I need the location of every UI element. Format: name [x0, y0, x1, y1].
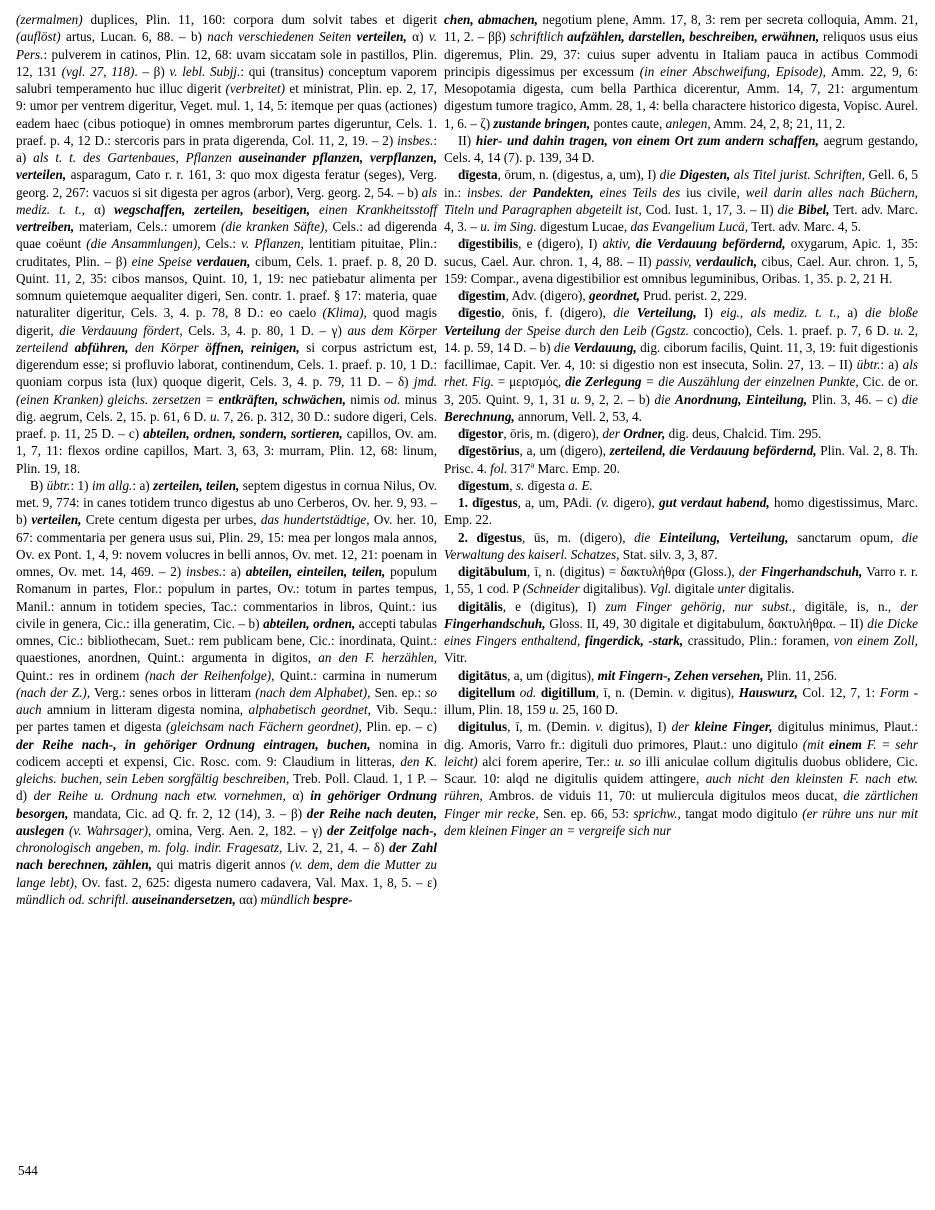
text-segment: I): [696, 305, 721, 321]
text-segment: αα): [235, 891, 261, 907]
text-segment: der Reihe nach deuten, auslegen: [16, 805, 437, 838]
text-segment: Gloss. II, 49, 30 digitale et digitabulum, δακτυλήθρα. – II): [545, 615, 868, 631]
text-segment: 2, 14. p. 59, 14 D. – b): [444, 322, 919, 355]
text-segment: im allg.: [91, 477, 133, 493]
paragraph: [444, 477, 918, 494]
text-segment: aus dem Körper zerteilend: [16, 322, 437, 355]
text-segment: , omina, Verg. Aen. 2, 182. – γ): [148, 822, 327, 838]
text-segment: digestum Lucae,: [536, 219, 631, 234]
text-segment: v. Pers.: [16, 29, 437, 62]
text-segment: , Cels. 3, 4. p. 80, 1 D. – γ): [179, 322, 348, 338]
text-segment: digitālis: [458, 598, 503, 614]
text-segment: nach verschiedenen Seiten: [207, 29, 357, 45]
text-segment: Pandekten,: [532, 184, 594, 200]
text-segment: , Amm. 24, 2, 8; 21, 11, 2.: [707, 115, 846, 131]
text-segment: annorum, Vell. 2, 53, 4.: [514, 408, 642, 424]
text-segment: verteilen,: [31, 512, 82, 528]
text-segment: an den F. herzählen: [318, 650, 434, 666]
text-segment: das Evangelium Lucä: [630, 219, 745, 234]
text-segment: die: [901, 391, 918, 407]
text-segment: 7, 26. p. 312, 30 D.: sudore digeri, Cels. praef. p. 11, 25 D. – c): [16, 408, 437, 441]
text-segment: , e (digitus), I): [502, 598, 606, 614]
text-segment: aktiv,: [602, 236, 636, 252]
paragraph: [444, 718, 918, 839]
text-segment: insbes.: [397, 132, 434, 148]
text-segment: eig., als mediz. t. t.,: [720, 305, 848, 321]
paragraph: [444, 667, 918, 684]
text-segment: digitulus minimus, Plaut.: dig. Amoris, Varro fr.: digituli duo primores, Plaut.: uno digitulo: [444, 719, 918, 752]
text-segment: zerteilen, teilen,: [153, 477, 240, 493]
text-segment: sanctarum opum,: [788, 529, 902, 545]
text-segment: Hauswurz,: [738, 684, 798, 700]
text-segment: od.: [515, 684, 541, 700]
text-segment: zerteilend, die Verdauung befördernd,: [609, 443, 817, 459]
text-segment: die bloße: [865, 305, 918, 321]
text-segment: Varro r. r. 1, 55, 1 cod. P: [444, 564, 918, 597]
paragraph: [444, 235, 918, 287]
text-segment: nimis: [345, 391, 384, 407]
text-segment: , Ov. her. 10, 67: commentaria per genera usus sui, Plin. 29, 15: mea per longos mala annos, Ov. ex Pont. 1, 4, 9: novem volucres in belli annos, Ov. met. 12, 21: poenam in omnes, Ov. met. 14, 469. – 2): [16, 512, 437, 579]
text-segment: ius civile: [686, 184, 737, 200]
text-segment: zum Finger gehörig, nur subst.,: [605, 598, 805, 614]
text-segment: : qui (transitus) conceptum vaporem salubri temperamento huc illuc digerit: [16, 63, 438, 96]
text-segment: digitalis.: [745, 581, 795, 597]
text-segment: a. E.: [568, 477, 593, 493]
text-segment: digitalibus).: [583, 581, 650, 597]
text-segment: als mediz. t. t.,: [16, 184, 437, 217]
text-segment: insbes. der: [467, 184, 533, 200]
text-segment: gut verdaut habend,: [658, 495, 770, 510]
text-segment: accepti tabulas omnes, Cic.: bibliothecam, Suet.: rem publicam bene, Cic.: inordinata, Quint.: quaestiones, anordnen, Quint.: argumenta in digitos,: [16, 615, 437, 666]
text-segment: die: [654, 391, 676, 407]
text-segment: die Verwaltung des kaiserl. Schatzes,: [444, 529, 919, 562]
text-segment: öffnen, reinigen,: [205, 339, 300, 355]
text-segment: alphabetisch geordnet: [248, 702, 368, 717]
text-segment: asparagum, Cato r. r. 161, 3: quo mox digesta feratur (seges), Verg. georg. 2, 267: vacuos si sit digesta per agros (arbor), Verg. georg. 2, 54. – b): [16, 167, 437, 200]
text-segment: , Amm. 22, 9, 6: Mesopotamia digesta, cum bella Parthica dicerentur, Amm. 14, 7, 21: argumentum digestum tumore tragico, Amm. 28, 1, 4: bella charactere historico digesta, Vopisc. Aurel. 1, 6. – ζ): [444, 63, 918, 131]
paragraph: [444, 442, 918, 477]
text-segment: abteilen, ordnen, sondern, sortieren,: [143, 426, 343, 441]
text-segment: (gleichsam nach Fächern geordnet): [166, 719, 359, 735]
text-segment: pontes caute,: [590, 115, 666, 131]
text-segment: verteilen,: [356, 29, 407, 45]
text-segment: der Reihe nach-, in gehöriger Ordnung eintragen, buchen,: [16, 736, 371, 752]
text-segment: dīgestor: [458, 426, 504, 441]
text-segment: Stat. silv. 3, 3, 87.: [622, 546, 718, 562]
text-segment: digitātus: [458, 667, 508, 683]
text-segment: die: [659, 167, 680, 183]
text-segment: Berechnung,: [444, 408, 515, 424]
text-segment: F. = sehr leicht): [444, 736, 918, 769]
text-segment: (Klima): [322, 305, 364, 321]
text-segment: , ōris, m. (digero),: [503, 426, 603, 441]
text-segment: den Körper: [128, 339, 206, 355]
text-segment: , ōrum, n. (digestus, a, um), I): [497, 167, 660, 183]
text-segment: , a, um (digero),: [519, 443, 610, 459]
text-segment: (die kranken Säfte): [220, 219, 325, 234]
paragraph: [444, 287, 918, 304]
paragraph: [444, 132, 918, 167]
text-segment: , ī, m. (Demin.: [507, 719, 596, 735]
text-segment: u. im Sing.: [480, 219, 537, 234]
text-segment: Digesten,: [679, 167, 731, 183]
text-segment: dig. ciborum facilis, Quint. 11, 3, 19: fuit digestionis facillimae, Capit. Ver. 4, 10: si digestio non est insecuta, Solin. 27, 13. – II): [444, 339, 918, 372]
text-segment: Marc. Emp. 20.: [534, 460, 620, 476]
text-segment: die Verdauung fördert: [59, 322, 180, 338]
text-segment: Plin. 11, 256.: [763, 667, 838, 683]
text-segment: Verteilung: [444, 322, 505, 338]
text-segment: α): [292, 788, 311, 804]
text-segment: digitulus: [458, 719, 508, 735]
text-segment: eines Teils des: [593, 184, 687, 200]
text-segment: Prud. perist. 2, 229.: [639, 288, 747, 303]
text-segment: : a): [880, 357, 903, 372]
text-segment: v.: [595, 719, 604, 735]
text-segment: , Tert. adv. Marc. 4, 5.: [744, 219, 861, 234]
text-segment: der Reihe u. Ordnung nach etw. vornehmen,: [33, 788, 293, 804]
text-segment: amnium in litteram digesta nomina,: [41, 702, 249, 717]
text-segment: vertreiben,: [16, 219, 75, 234]
text-segment: B): [30, 477, 47, 493]
text-segment: der Speise durch den Leib (Ggstz.: [504, 322, 694, 338]
text-segment: die: [553, 339, 574, 355]
text-segment: u.: [210, 408, 220, 424]
text-segment: als rhet. Fig.: [444, 357, 918, 390]
text-segment: dīgestio: [458, 305, 502, 321]
text-segment: Verdauung,: [573, 339, 637, 355]
text-segment: (mit: [802, 736, 829, 752]
text-segment: Cod. Iust. 1, 17, 3. – II): [645, 201, 778, 217]
text-segment: digitābulum: [458, 564, 527, 579]
text-segment: od.: [383, 391, 401, 407]
paragraph: [444, 304, 918, 425]
text-segment: ,: [509, 477, 516, 493]
text-segment: v. Pflanzen: [241, 236, 301, 252]
text-segment: negotium plene, Amm. 17, 8, 3: rem per secreta colloquia, Amm. 21, 11, 2. – ββ): [444, 12, 918, 45]
text-segment: bespre-: [313, 891, 353, 907]
text-segment: , ūs, m. (digero),: [521, 529, 635, 545]
text-segment: Fingerhandschuh,: [760, 564, 863, 579]
text-segment: übtr.: [856, 357, 881, 372]
text-segment: fol.: [490, 460, 508, 476]
text-segment: digitus), I): [603, 719, 672, 735]
text-segment: die: [613, 305, 637, 321]
text-segment: verdauen,: [196, 253, 251, 269]
text-segment: = μερισμός,: [493, 374, 566, 390]
text-segment: α): [93, 201, 115, 217]
text-segment: , Plin. ep. – c): [358, 719, 437, 735]
text-segment: capillos, Ov. am. 1, 7, 11: flexos ordine capillos, Mart. 3, 63, 3: murram, Plin. 12, 68: linum, Plin. 19, 18.: [16, 426, 437, 476]
text-segment: , ī, n. (Demin.: [595, 684, 678, 700]
text-segment: die: [634, 529, 659, 545]
text-segment: Plin. 3, 46. – c): [807, 391, 902, 407]
text-segment: , quod magis digerit,: [16, 305, 437, 338]
text-segment: auseinander pflanzen, verpflanzen, verteilen,: [16, 150, 437, 183]
text-segment: , Quint.: res in ordinem: [16, 650, 438, 683]
text-segment: (v. Wahrsager): [69, 822, 149, 838]
text-segment: (v. dem, dem die Mutter zu lange lebt): [16, 857, 437, 890]
text-segment: Sen. ep. 66, 53:: [543, 805, 634, 821]
text-segment: in gehöriger Ordnung besorgen,: [16, 788, 437, 821]
text-segment: , a, um (digitus),: [507, 667, 598, 683]
text-segment: , lentitiam pituitae, Plin.: cruditates, Plin. – β): [16, 236, 437, 269]
paragraph: [444, 563, 918, 598]
text-segment: u.: [570, 391, 581, 407]
text-segment: von einem Zoll,: [833, 633, 918, 648]
text-segment: (die Ansammlungen): [86, 236, 198, 252]
text-segment: et ministrat, Plin. ep. 2, 17, 9: umor per ventrem digeritur, Veget. mul. 1, 14, 5: itemque per quas (actiones) eadem haec (cibus potioque) in omnes membrorum partes digeruntur, Cels. 1. praef. p. 4, 12 D.: stercoris pars in prata digerenda, Col. 11, 2, 19. – 2): [16, 81, 437, 148]
text-segment: der: [602, 426, 624, 441]
text-segment: cibum, Cels. 1. praef. p. 8, 20 D. Quint. 11, 2, 35: cibos mansos, Quint. 10, 1, 19: nec patiebatur alimenta per somnum quietemque aequaliter digeri, Sen. contr. 1. praef. § 17: materia, quae naturaliter digeritur, Cels. 3, 4. p. 78, 8 D.: eo caelo: [16, 253, 438, 321]
text-segment: Plin. Val. 2, 8. Th. Prisc. 4.: [444, 443, 918, 476]
text-segment: Verteilung,: [636, 305, 697, 321]
text-segment: homo digestissimus, Marc. Emp. 22.: [444, 495, 919, 528]
text-segment: dīgesta: [458, 167, 498, 183]
text-segment: digitus),: [686, 684, 739, 700]
text-segment: anlegen: [665, 115, 708, 131]
text-segment: illi aniculae collum digitulis duobus oblidere, Cic. Scaur. 10: alqd ne digitulis quidem attingere,: [444, 753, 918, 786]
text-segment: auseinandersetzen,: [132, 891, 236, 907]
text-segment: , Adv. (digero),: [505, 288, 590, 303]
text-segment: (auflöst): [16, 29, 61, 45]
text-segment: abteilen, einteilen, teilen,: [245, 564, 386, 579]
text-segment: minus dig. aegrum, Cels. 2, 15. p. 61, 6 D.: [16, 391, 438, 424]
text-segment: (in einer Abschweifung, Episode): [639, 63, 823, 79]
text-segment: wegschaffen, zerteilen, beseitigen,: [114, 201, 311, 217]
text-segment: insbes.: [185, 564, 223, 579]
text-segment: Fingerhandschuh,: [444, 615, 546, 631]
text-segment: dīgestibilis: [458, 236, 519, 252]
text-segment: Ambros. de viduis 11, 70: ut muliercula digitulos meos ducat,: [488, 788, 844, 804]
text-segment: abteilen, ordnen,: [263, 615, 356, 631]
text-segment: fingerdick, -stark,: [584, 633, 684, 648]
text-segment: Vitr.: [444, 650, 468, 666]
text-segment: s.: [515, 477, 525, 493]
text-segment: : pulverem in catinos, Plin. 12, 68: uvam siccatam sole in pastillos, Plin. 12, 131: [16, 46, 437, 79]
text-segment: (vgl. 27, 118): [61, 63, 135, 79]
text-segment: , a, um, PAdi.: [517, 495, 597, 510]
text-segment: (Schneider: [522, 581, 584, 597]
text-segment: einem: [828, 736, 867, 752]
text-segment: , e (digero), I): [518, 236, 603, 252]
text-segment: , ī, n. (digitus) = δακτυλήθρα (Gloss.),: [526, 564, 739, 579]
text-segment: Gell. 6, 5 in.:: [444, 167, 918, 200]
paragraph: [444, 425, 918, 442]
text-segment: a: [530, 459, 535, 470]
text-segment: die Verdauung befördernd,: [635, 236, 786, 252]
paragraph: [16, 477, 437, 908]
text-segment: alci forem aperire, Ter.:: [477, 753, 615, 769]
text-segment: Anordnung, Einteilung,: [675, 391, 808, 407]
text-segment: eine Speise: [131, 253, 197, 269]
text-segment: übtr.: [46, 477, 71, 493]
text-segment: artus, Lucan. 6, 88. – b): [60, 29, 208, 45]
text-segment: mündlich: [260, 891, 314, 907]
text-segment: passiv,: [656, 253, 696, 269]
text-segment: (zermalmen): [16, 12, 83, 27]
text-segment: der: [738, 564, 761, 579]
text-segment: (nach der Z.): [16, 684, 87, 700]
text-segment: digitāle, is, n.,: [804, 598, 901, 614]
text-segment: , Treb. Poll. Claud. 1, 1 P. – d): [16, 771, 437, 804]
text-segment: Col. 12, 7, 1:: [797, 684, 880, 700]
text-segment: unter: [717, 581, 746, 597]
text-segment: tangat modo digitulo: [685, 805, 803, 821]
text-segment: , Quint.: carmina in numerum: [271, 667, 437, 683]
text-segment: mit Fingern-, Zehen versehen,: [597, 667, 764, 683]
text-segment: u. so: [614, 753, 641, 769]
text-segment: als Titel jurist. Schriften,: [730, 167, 869, 183]
text-segment: , Cels.:: [197, 236, 242, 252]
text-segment: v. lebl. Subjj.: [169, 63, 241, 79]
text-segment: die zärtlichen Finger mir recke,: [444, 788, 918, 821]
text-segment: der Zeitfolge nach-,: [326, 822, 437, 838]
text-segment: dīgestōrius: [458, 443, 520, 459]
text-segment: : a): [222, 564, 246, 579]
text-segment: II): [458, 132, 476, 148]
text-segment: mandata, Cic. ad Q. fr. 2, 12 (14), 3. – β): [68, 805, 307, 821]
text-segment: , weil darin alles nach Büchern, Titeln und Paragraphen abgeteilt ist,: [444, 184, 918, 217]
dictionary-column-left: [16, 11, 437, 908]
text-segment: zustande bringen,: [493, 115, 591, 131]
text-segment: (v.: [596, 495, 614, 510]
text-segment: Tert. adv. Marc. 4, 3. –: [444, 201, 918, 234]
text-segment: materiam, Cels.: umorem: [74, 219, 221, 234]
text-segment: , Vib. Sequ.: per partes tamen et digesta: [16, 702, 437, 735]
text-segment: oxygarum, Apic. 1, 35: sucus, Cael. Aur. chron. 1, 4, 88. – II): [444, 236, 918, 269]
text-segment: dīgestum: [458, 477, 510, 493]
text-segment: abführen,: [74, 339, 129, 355]
text-segment: (nach dem Alphabet): [255, 684, 368, 700]
text-segment: α): [406, 29, 429, 45]
text-segment: digitale: [671, 581, 718, 597]
text-segment: die Dicke eines Fingers enthaltend,: [444, 615, 919, 648]
text-segment: aegrum gestando, Cels. 4, 14 (7). p. 139, 34 D.: [444, 132, 918, 165]
text-segment: so auch: [16, 684, 437, 717]
text-segment: = die Auszählung der einzelnen Punkte,: [641, 374, 863, 390]
text-segment: , ōnis, f. (digero),: [501, 305, 614, 321]
text-segment: 317: [507, 460, 531, 476]
text-segment: (er rühre uns nur mit dem kleinen Finger an = vergreife sich nur: [444, 805, 918, 838]
text-segment: auch nicht den kleinsten F. nach etw. rühren,: [444, 771, 918, 804]
text-segment: (nach der Reihenfolge): [144, 667, 272, 683]
paragraph: [444, 11, 918, 132]
text-segment: u.: [893, 322, 904, 338]
text-segment: dig. deus, Chalcid. Tim. 295.: [665, 426, 822, 441]
text-segment: : a): [132, 477, 154, 493]
text-segment: entkräften, schwächen,: [218, 391, 346, 407]
text-segment: cibus, Cael. Aur. chron. 1, 5, 159: Compar., avena digestibilior est omnibus leguminibus, Oribas. 1, 35. p. 2, 21 H.: [444, 253, 918, 286]
text-segment: schriftlich: [509, 29, 568, 45]
text-segment: 25, 160 D.: [559, 702, 619, 717]
text-segment: digitellum: [458, 684, 516, 700]
text-segment: den K. gleichs. buchen, sein Leben sorgfältig beschreiben: [16, 753, 437, 786]
text-segment: concoctio), Cels. 1. praef. p. 7, 6 D.: [693, 322, 894, 338]
text-segment: einen Krankheitsstoff: [310, 201, 438, 217]
text-segment: jmd. (einen Kranken) gleichs. zersetzen =: [16, 374, 437, 407]
text-segment: -illum, Plin. 18, 159: [444, 684, 919, 717]
text-segment: die: [777, 201, 798, 217]
text-segment: mündlich od. schriftl.: [16, 891, 133, 907]
text-segment: septem digestus in cornua Nilus, Ov. met. 9, 774: in canes totidem trunco digestus ab uno Cerberos, Ov. her. 9, 93. – b): [16, 477, 438, 528]
text-segment: , Verg.: senes orbos in litteram: [86, 684, 256, 700]
text-segment: Cic. de or. 3, 205. Quint. 9, 1, 31: [444, 374, 918, 407]
dictionary-column-right: [444, 11, 918, 908]
text-segment: dīgestim: [458, 288, 506, 303]
text-segment: : a): [16, 132, 437, 165]
text-segment: qui matris digerit annos: [152, 857, 291, 873]
text-segment: verdaulich,: [695, 253, 758, 269]
paragraph: [444, 684, 918, 719]
text-segment: : 1): [70, 477, 92, 493]
text-segment: a): [847, 305, 866, 321]
text-segment: der: [671, 719, 695, 735]
text-segment: chen, abmachen,: [444, 12, 538, 27]
text-segment: Ordner,: [623, 426, 666, 441]
text-segment: chronologisch angeben, m. folg. indir. Fragesatz: [16, 840, 280, 855]
text-segment: Vgl.: [649, 581, 672, 597]
text-segment: der Zahl nach berechnen, zählen,: [16, 840, 437, 873]
text-segment: duplices, Plin. 11, 160: corpora dum solvit tabes et digerit: [82, 12, 437, 27]
text-segment: v.: [677, 684, 687, 700]
text-segment: digero),: [613, 495, 659, 510]
text-segment: das hundertstädtige: [260, 512, 367, 528]
text-segment: 1. dīgestus: [458, 495, 518, 510]
text-segment: dīgesta: [524, 477, 569, 493]
text-segment: reliquos usus eius digeremus, Plin. 29, 37: cuius super adventu in Italiam pauca in actibus Commodi principis digessimus per excessum: [444, 29, 918, 79]
text-segment: populum Romanum in partes, Flor.: populum in partes, Ov.: totum in partes tempus, Manil.: annum in totidem species, Tac.: commentarios in libros, Quint.: ius civile in genera, Cic.: illa generatim, Cic. – b): [16, 564, 438, 631]
text-segment: . – β): [134, 63, 170, 79]
text-segment: hier- und dahin tragen, von einem Ort zum andern schaffen,: [475, 132, 819, 148]
text-segment: der: [900, 598, 918, 614]
text-segment: , Cels.: ad digerenda quae coëunt: [16, 219, 437, 252]
text-segment: (verbreitet): [225, 81, 286, 96]
text-segment: sprichw.,: [633, 805, 686, 821]
text-segment: , Liv. 2, 21, 4. – δ): [279, 840, 390, 855]
paragraph: [444, 598, 918, 667]
text-segment: digitillum: [540, 684, 596, 700]
text-segment: aufzählen, darstellen, beschreiben, erwähnen,: [567, 29, 820, 45]
paragraph: [16, 11, 437, 477]
text-segment: 2. dīgestus: [458, 529, 522, 545]
text-segment: kleine Finger,: [694, 719, 773, 735]
text-segment: Form: [879, 684, 910, 700]
text-segment: Bibel,: [797, 201, 830, 217]
paragraph: [444, 494, 918, 529]
text-segment: , Sen. ep.:: [367, 684, 426, 700]
text-segment: als t. t. des Gartenbaues, Pflanzen: [33, 150, 239, 165]
text-segment: u.: [549, 702, 560, 717]
text-segment: Einteilung, Verteilung,: [658, 529, 789, 545]
text-segment: die Zerlegung: [565, 374, 642, 390]
text-segment: geordnet,: [589, 288, 640, 303]
text-segment: si corpus astrictum est, digerendum esse; si profluvio laborat, continendum, Cels. 1. praef. p. 10, 1 D.: quoniam corpus ista (lux) quoque digerit, Cels. 3, 4. p. 79, 11 D. – δ): [16, 339, 437, 390]
text-segment: , Ov. fast. 2, 625: digesta numero cadavera, Val. Max. 1, 8, 5. – ε): [74, 874, 438, 890]
paragraph: [444, 529, 918, 564]
page-number: 544: [18, 1163, 38, 1178]
text-segment: nomina in codicem accepti et expensi, Cic. Rosc. com. 9: Claudium in litteras,: [16, 736, 437, 769]
paragraph: [444, 166, 918, 235]
text-segment: Crete centum digesta per urbes,: [81, 512, 261, 528]
text-segment: 9, 2, 2. – b): [580, 391, 655, 407]
text-segment: crassitudo, Plin.: foramen,: [683, 633, 834, 648]
